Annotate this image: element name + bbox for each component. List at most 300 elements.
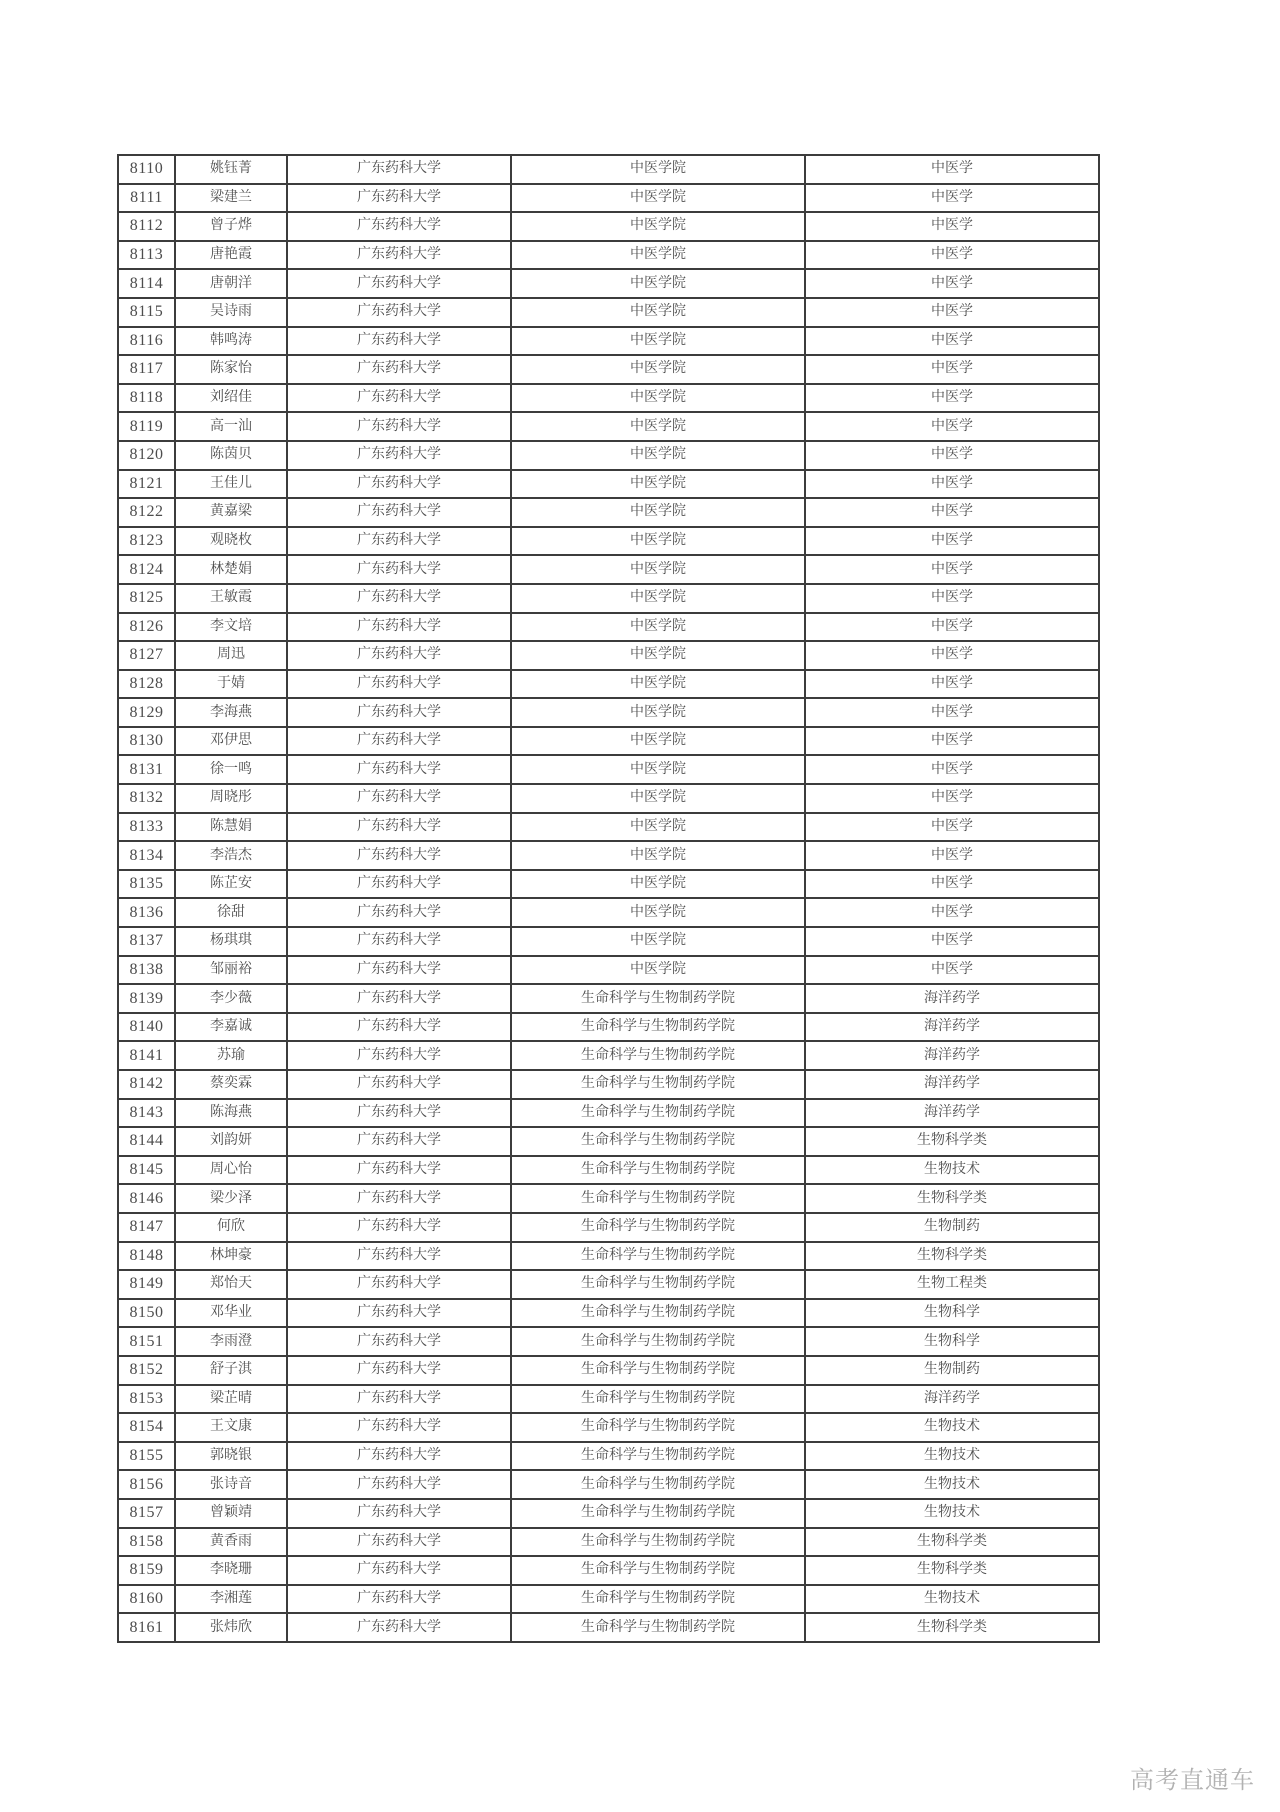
cell-college: 中医学院 [511, 841, 805, 870]
table-row [118, 1556, 1099, 1585]
table-row [118, 1070, 1099, 1099]
cell-college: 中医学院 [511, 355, 805, 384]
cell-major: 中医学 [805, 355, 1099, 384]
cell-major: 中医学 [805, 412, 1099, 441]
cell-college: 中医学院 [511, 555, 805, 584]
cell-id: 8147 [118, 1213, 175, 1242]
cell-major: 中医学 [805, 755, 1099, 784]
cell-id: 8160 [118, 1585, 175, 1614]
cell-name: 徐甜 [175, 898, 287, 927]
cell-university: 广东药科大学 [287, 870, 511, 899]
cell-name: 张诗音 [175, 1470, 287, 1499]
cell-name: 陈家怡 [175, 355, 287, 384]
cell-university: 广东药科大学 [287, 212, 511, 241]
cell-name: 李晓珊 [175, 1556, 287, 1585]
cell-major: 中医学 [805, 641, 1099, 670]
cell-major: 中医学 [805, 241, 1099, 270]
cell-university: 广东药科大学 [287, 1499, 511, 1528]
cell-major: 生物科学类 [805, 1528, 1099, 1557]
cell-university: 广东药科大学 [287, 727, 511, 756]
cell-name: 杨琪琪 [175, 927, 287, 956]
cell-university: 广东药科大学 [287, 1070, 511, 1099]
table-row [118, 813, 1099, 842]
table-row [118, 527, 1099, 556]
cell-college: 生命科学与生物制药学院 [511, 1242, 805, 1271]
cell-id: 8130 [118, 727, 175, 756]
cell-university: 广东药科大学 [287, 155, 511, 184]
cell-name: 曾子烨 [175, 212, 287, 241]
cell-name: 何欣 [175, 1213, 287, 1242]
table-row [118, 898, 1099, 927]
cell-university: 广东药科大学 [287, 184, 511, 213]
cell-university: 广东药科大学 [287, 956, 511, 985]
table-row [118, 927, 1099, 956]
cell-name: 蔡奕霖 [175, 1070, 287, 1099]
cell-college: 中医学院 [511, 412, 805, 441]
cell-college: 中医学院 [511, 927, 805, 956]
cell-name: 王文康 [175, 1413, 287, 1442]
cell-university: 广东药科大学 [287, 1528, 511, 1557]
cell-major: 中医学 [805, 269, 1099, 298]
cell-name: 梁少泽 [175, 1184, 287, 1213]
cell-id: 8145 [118, 1156, 175, 1185]
cell-major: 生物科学类 [805, 1613, 1099, 1642]
cell-id: 8123 [118, 527, 175, 556]
table-row [118, 870, 1099, 899]
cell-name: 林坤豪 [175, 1242, 287, 1271]
cell-university: 广东药科大学 [287, 1356, 511, 1385]
cell-major: 中医学 [805, 184, 1099, 213]
cell-id: 8144 [118, 1127, 175, 1156]
cell-college: 生命科学与生物制药学院 [511, 1556, 805, 1585]
cell-university: 广东药科大学 [287, 441, 511, 470]
table-row [118, 498, 1099, 527]
cell-id: 8156 [118, 1470, 175, 1499]
cell-name: 吴诗雨 [175, 298, 287, 327]
cell-name: 唐艳霞 [175, 241, 287, 270]
cell-university: 广东药科大学 [287, 898, 511, 927]
cell-major: 中医学 [805, 670, 1099, 699]
cell-major: 中医学 [805, 898, 1099, 927]
table-row [118, 412, 1099, 441]
cell-major: 生物技术 [805, 1499, 1099, 1528]
table-row [118, 670, 1099, 699]
cell-name: 观晓枚 [175, 527, 287, 556]
cell-college: 中医学院 [511, 641, 805, 670]
cell-id: 8115 [118, 298, 175, 327]
cell-name: 刘绍佳 [175, 384, 287, 413]
cell-university: 广东药科大学 [287, 698, 511, 727]
cell-college: 生命科学与生物制药学院 [511, 1327, 805, 1356]
cell-university: 广东药科大学 [287, 269, 511, 298]
table-row [118, 184, 1099, 213]
cell-university: 广东药科大学 [287, 1299, 511, 1328]
cell-university: 广东药科大学 [287, 1013, 511, 1042]
cell-college: 生命科学与生物制药学院 [511, 1499, 805, 1528]
table-row [118, 1470, 1099, 1499]
table-row [118, 327, 1099, 356]
table-row [118, 1613, 1099, 1642]
cell-university: 广东药科大学 [287, 984, 511, 1013]
table-row [118, 1041, 1099, 1070]
table-row [118, 155, 1099, 184]
table-row [118, 956, 1099, 985]
table-row [118, 1213, 1099, 1242]
cell-id: 8128 [118, 670, 175, 699]
cell-id: 8117 [118, 355, 175, 384]
cell-college: 中医学院 [511, 670, 805, 699]
cell-id: 8146 [118, 1184, 175, 1213]
cell-college: 生命科学与生物制药学院 [511, 1127, 805, 1156]
cell-university: 广东药科大学 [287, 555, 511, 584]
cell-name: 曾颖靖 [175, 1499, 287, 1528]
cell-name: 刘韵妍 [175, 1127, 287, 1156]
cell-name: 邹丽裕 [175, 956, 287, 985]
cell-major: 中医学 [805, 384, 1099, 413]
cell-id: 8159 [118, 1556, 175, 1585]
cell-college: 中医学院 [511, 269, 805, 298]
table-row [118, 755, 1099, 784]
cell-id: 8151 [118, 1327, 175, 1356]
cell-college: 生命科学与生物制药学院 [511, 1356, 805, 1385]
table-row [118, 1156, 1099, 1185]
table-row [118, 1499, 1099, 1528]
cell-name: 黄嘉梁 [175, 498, 287, 527]
cell-major: 生物科学类 [805, 1556, 1099, 1585]
cell-id: 8112 [118, 212, 175, 241]
gaokao-zhitongche-watermark: 高考直通车 [1130, 1767, 1255, 1794]
cell-college: 中医学院 [511, 898, 805, 927]
cell-name: 李雨澄 [175, 1327, 287, 1356]
cell-university: 广东药科大学 [287, 1242, 511, 1271]
cell-id: 8154 [118, 1413, 175, 1442]
table-row [118, 613, 1099, 642]
cell-id: 8126 [118, 613, 175, 642]
cell-college: 生命科学与生物制药学院 [511, 1270, 805, 1299]
table-row [118, 1356, 1099, 1385]
cell-name: 郑怡天 [175, 1270, 287, 1299]
cell-college: 生命科学与生物制药学院 [511, 1041, 805, 1070]
cell-college: 中医学院 [511, 498, 805, 527]
cell-university: 广东药科大学 [287, 1270, 511, 1299]
cell-name: 李浩杰 [175, 841, 287, 870]
cell-major: 海洋药学 [805, 1070, 1099, 1099]
cell-id: 8137 [118, 927, 175, 956]
cell-major: 中医学 [805, 870, 1099, 899]
cell-major: 生物技术 [805, 1156, 1099, 1185]
cell-id: 8124 [118, 555, 175, 584]
table-row [118, 269, 1099, 298]
table-row [118, 841, 1099, 870]
table-row [118, 1385, 1099, 1414]
cell-id: 8157 [118, 1499, 175, 1528]
cell-name: 郭晓银 [175, 1442, 287, 1471]
roster-table-body [118, 155, 1099, 1642]
cell-college: 生命科学与生物制药学院 [511, 1099, 805, 1128]
cell-university: 广东药科大学 [287, 1099, 511, 1128]
cell-id: 8114 [118, 269, 175, 298]
cell-college: 生命科学与生物制药学院 [511, 1528, 805, 1557]
cell-university: 广东药科大学 [287, 1613, 511, 1642]
cell-name: 周迅 [175, 641, 287, 670]
cell-major: 中医学 [805, 441, 1099, 470]
cell-major: 中医学 [805, 698, 1099, 727]
cell-university: 广东药科大学 [287, 1556, 511, 1585]
cell-major: 中医学 [805, 155, 1099, 184]
cell-name: 李海燕 [175, 698, 287, 727]
cell-name: 陈慧娟 [175, 813, 287, 842]
cell-id: 8116 [118, 327, 175, 356]
table-row [118, 1184, 1099, 1213]
table-row [118, 784, 1099, 813]
cell-college: 生命科学与生物制药学院 [511, 1470, 805, 1499]
table-row [118, 1585, 1099, 1614]
table-row [118, 584, 1099, 613]
cell-name: 姚钰菁 [175, 155, 287, 184]
table-row [118, 212, 1099, 241]
cell-university: 广东药科大学 [287, 1156, 511, 1185]
cell-id: 8149 [118, 1270, 175, 1299]
cell-college: 中医学院 [511, 784, 805, 813]
cell-college: 中医学院 [511, 870, 805, 899]
cell-university: 广东药科大学 [287, 670, 511, 699]
cell-college: 生命科学与生物制药学院 [511, 1442, 805, 1471]
cell-name: 黄香雨 [175, 1528, 287, 1557]
cell-major: 中医学 [805, 727, 1099, 756]
cell-university: 广东药科大学 [287, 384, 511, 413]
cell-name: 陈海燕 [175, 1099, 287, 1128]
cell-major: 中医学 [805, 527, 1099, 556]
cell-university: 广东药科大学 [287, 641, 511, 670]
table-row [118, 441, 1099, 470]
cell-major: 中医学 [805, 956, 1099, 985]
cell-college: 中医学院 [511, 956, 805, 985]
cell-major: 生物技术 [805, 1470, 1099, 1499]
cell-major: 生物科学类 [805, 1242, 1099, 1271]
cell-college: 生命科学与生物制药学院 [511, 1070, 805, 1099]
cell-major: 中医学 [805, 298, 1099, 327]
cell-major: 中医学 [805, 327, 1099, 356]
cell-university: 广东药科大学 [287, 1385, 511, 1414]
cell-id: 8134 [118, 841, 175, 870]
cell-major: 中医学 [805, 470, 1099, 499]
cell-major: 中医学 [805, 784, 1099, 813]
cell-major: 中医学 [805, 927, 1099, 956]
table-row [118, 1528, 1099, 1557]
cell-id: 8140 [118, 1013, 175, 1042]
cell-major: 中医学 [805, 555, 1099, 584]
table-row [118, 1127, 1099, 1156]
cell-id: 8113 [118, 241, 175, 270]
cell-college: 中医学院 [511, 755, 805, 784]
cell-major: 生物技术 [805, 1413, 1099, 1442]
cell-id: 8150 [118, 1299, 175, 1328]
table-row [118, 1099, 1099, 1128]
cell-college: 中医学院 [511, 584, 805, 613]
cell-name: 徐一鸣 [175, 755, 287, 784]
cell-college: 中医学院 [511, 727, 805, 756]
cell-major: 生物科学类 [805, 1184, 1099, 1213]
cell-major: 生物科学 [805, 1299, 1099, 1328]
cell-major: 生物制药 [805, 1213, 1099, 1242]
cell-university: 广东药科大学 [287, 298, 511, 327]
cell-id: 8111 [118, 184, 175, 213]
table-row [118, 1327, 1099, 1356]
cell-college: 生命科学与生物制药学院 [511, 1585, 805, 1614]
cell-college: 生命科学与生物制药学院 [511, 1613, 805, 1642]
cell-university: 广东药科大学 [287, 784, 511, 813]
cell-name: 于婧 [175, 670, 287, 699]
cell-college: 中医学院 [511, 527, 805, 556]
cell-major: 海洋药学 [805, 1013, 1099, 1042]
cell-college: 中医学院 [511, 184, 805, 213]
cell-university: 广东药科大学 [287, 1213, 511, 1242]
cell-id: 8121 [118, 470, 175, 499]
cell-name: 周晓彤 [175, 784, 287, 813]
table-row [118, 1299, 1099, 1328]
cell-major: 海洋药学 [805, 984, 1099, 1013]
cell-id: 8122 [118, 498, 175, 527]
cell-name: 梁芷晴 [175, 1385, 287, 1414]
cell-id: 8148 [118, 1242, 175, 1271]
cell-university: 广东药科大学 [287, 841, 511, 870]
cell-name: 邓伊思 [175, 727, 287, 756]
cell-major: 海洋药学 [805, 1041, 1099, 1070]
cell-college: 中医学院 [511, 441, 805, 470]
cell-university: 广东药科大学 [287, 584, 511, 613]
student-roster-table [117, 154, 1100, 1643]
cell-major: 中医学 [805, 212, 1099, 241]
cell-college: 中医学院 [511, 384, 805, 413]
cell-college: 中医学院 [511, 698, 805, 727]
cell-college: 生命科学与生物制药学院 [511, 1299, 805, 1328]
cell-college: 生命科学与生物制药学院 [511, 1385, 805, 1414]
table-row [118, 1270, 1099, 1299]
cell-name: 李湘莲 [175, 1585, 287, 1614]
cell-college: 生命科学与生物制药学院 [511, 984, 805, 1013]
cell-id: 8129 [118, 698, 175, 727]
cell-major: 生物技术 [805, 1442, 1099, 1471]
cell-major: 中医学 [805, 613, 1099, 642]
cell-id: 8119 [118, 412, 175, 441]
cell-major: 生物制药 [805, 1356, 1099, 1385]
table-row [118, 470, 1099, 499]
cell-university: 广东药科大学 [287, 1442, 511, 1471]
cell-name: 梁建兰 [175, 184, 287, 213]
cell-college: 中医学院 [511, 241, 805, 270]
cell-id: 8143 [118, 1099, 175, 1128]
cell-college: 生命科学与生物制药学院 [511, 1413, 805, 1442]
cell-name: 李文培 [175, 613, 287, 642]
cell-id: 8139 [118, 984, 175, 1013]
cell-major: 中医学 [805, 584, 1099, 613]
cell-college: 中医学院 [511, 298, 805, 327]
cell-university: 广东药科大学 [287, 755, 511, 784]
cell-university: 广东药科大学 [287, 355, 511, 384]
table-row [118, 984, 1099, 1013]
table-row [118, 384, 1099, 413]
table-row [118, 1413, 1099, 1442]
cell-university: 广东药科大学 [287, 613, 511, 642]
cell-name: 韩鸣涛 [175, 327, 287, 356]
cell-university: 广东药科大学 [287, 327, 511, 356]
cell-major: 海洋药学 [805, 1099, 1099, 1128]
cell-college: 生命科学与生物制药学院 [511, 1013, 805, 1042]
cell-university: 广东药科大学 [287, 1041, 511, 1070]
cell-id: 8132 [118, 784, 175, 813]
cell-id: 8142 [118, 1070, 175, 1099]
table-row [118, 1013, 1099, 1042]
table-row [118, 241, 1099, 270]
cell-college: 生命科学与生物制药学院 [511, 1184, 805, 1213]
cell-college: 中医学院 [511, 813, 805, 842]
cell-id: 8120 [118, 441, 175, 470]
cell-college: 中医学院 [511, 470, 805, 499]
cell-major: 中医学 [805, 498, 1099, 527]
cell-id: 8161 [118, 1613, 175, 1642]
cell-id: 8155 [118, 1442, 175, 1471]
cell-major: 中医学 [805, 841, 1099, 870]
table-row [118, 641, 1099, 670]
cell-name: 邓华业 [175, 1299, 287, 1328]
cell-id: 8110 [118, 155, 175, 184]
table-row [118, 355, 1099, 384]
table-row [118, 727, 1099, 756]
cell-university: 广东药科大学 [287, 813, 511, 842]
cell-id: 8141 [118, 1041, 175, 1070]
cell-id: 8153 [118, 1385, 175, 1414]
cell-name: 苏瑜 [175, 1041, 287, 1070]
cell-name: 张炜欣 [175, 1613, 287, 1642]
cell-university: 广东药科大学 [287, 412, 511, 441]
cell-university: 广东药科大学 [287, 241, 511, 270]
cell-university: 广东药科大学 [287, 1413, 511, 1442]
cell-name: 林楚娟 [175, 555, 287, 584]
cell-college: 中医学院 [511, 613, 805, 642]
cell-university: 广东药科大学 [287, 1327, 511, 1356]
table-row [118, 555, 1099, 584]
cell-major: 中医学 [805, 813, 1099, 842]
cell-name: 舒子淇 [175, 1356, 287, 1385]
cell-major: 生物科学类 [805, 1127, 1099, 1156]
cell-id: 8158 [118, 1528, 175, 1557]
cell-university: 广东药科大学 [287, 1470, 511, 1499]
cell-university: 广东药科大学 [287, 470, 511, 499]
cell-name: 王敏霞 [175, 584, 287, 613]
table-row [118, 1242, 1099, 1271]
cell-university: 广东药科大学 [287, 527, 511, 556]
table-row [118, 698, 1099, 727]
cell-name: 陈芷安 [175, 870, 287, 899]
cell-major: 生物技术 [805, 1585, 1099, 1614]
cell-id: 8118 [118, 384, 175, 413]
cell-id: 8131 [118, 755, 175, 784]
cell-name: 陈茵贝 [175, 441, 287, 470]
cell-name: 李嘉诚 [175, 1013, 287, 1042]
cell-major: 生物工程类 [805, 1270, 1099, 1299]
cell-college: 中医学院 [511, 327, 805, 356]
cell-university: 广东药科大学 [287, 498, 511, 527]
cell-name: 唐朝洋 [175, 269, 287, 298]
cell-university: 广东药科大学 [287, 1585, 511, 1614]
cell-college: 中医学院 [511, 212, 805, 241]
cell-name: 周心怡 [175, 1156, 287, 1185]
cell-name: 高一汕 [175, 412, 287, 441]
cell-university: 广东药科大学 [287, 1184, 511, 1213]
table-row [118, 1442, 1099, 1471]
cell-id: 8125 [118, 584, 175, 613]
table-row [118, 298, 1099, 327]
